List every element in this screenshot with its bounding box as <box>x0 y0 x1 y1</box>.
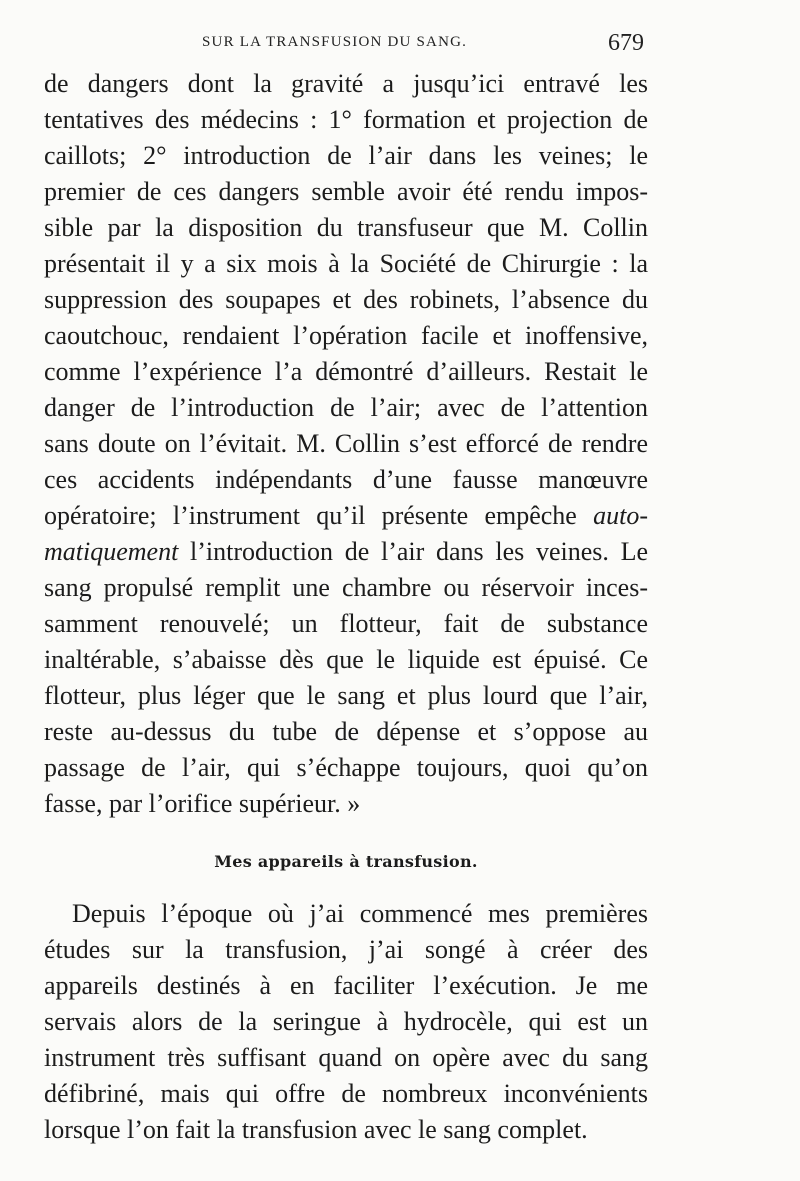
text-line: tentatives des médecins : 1° formation et projection de <box>44 105 648 134</box>
text-line: danger de l’introduction de l’air; avec de l’attention <box>44 393 648 422</box>
text-line: de dangers dont la gravité a jusqu’ici entravé les <box>44 69 648 98</box>
text-line: défibriné, mais qui offre de nombreux inconvénients <box>44 1079 648 1108</box>
section-heading: Mes appareils à transfusion. <box>214 852 478 871</box>
text-line: lorsque l’on fait la transfusion avec le sang complet. <box>44 1115 588 1144</box>
italic-segment: matiquement <box>44 537 179 566</box>
text-line-mixed <box>44 534 648 570</box>
text-line: présentait il y a six mois à la Société de Chirurgie : la <box>44 249 648 278</box>
text-line: comme l’expérience l’a démontré d’ailleurs. Restait le <box>44 357 648 386</box>
text-line: caoutchouc, rendaient l’opération facile et inoffensive, <box>44 321 648 350</box>
text-line: Depuis l’époque où j’ai commencé mes premières <box>72 899 648 928</box>
text-line: appareils destinés à en faciliter l’exécution. Je me <box>44 971 648 1000</box>
text-line: samment renouvelé; un flotteur, fait de substance <box>44 609 648 638</box>
paragraph-new <box>44 896 648 1148</box>
text-line: sible par la disposition du transfuseur que M. Collin <box>44 213 648 242</box>
text-line: passage de l’air, qui s’échappe toujours, quoi qu’on <box>44 753 648 782</box>
text-line: sang propulsé remplit une chambre ou réservoir inces- <box>44 573 648 602</box>
text-line-mixed <box>44 498 648 534</box>
text-line: sans doute on l’évitait. M. Collin s’est efforcé de rendre <box>44 429 648 458</box>
page-number: 679 <box>608 30 644 56</box>
text-line: reste au-dessus du tube de dépense et s’oppose au <box>44 717 648 746</box>
text-segment: opératoire; l’instrument qu’il présente empêche <box>44 501 577 530</box>
text-line: premier de ces dangers semble avoir été rendu impos- <box>44 177 648 206</box>
text-segment: l’introduction de l’air dans les veines. Le <box>190 537 649 566</box>
text-line: ces accidents indépendants d’une fausse manœuvre <box>44 465 648 494</box>
italic-segment: auto- <box>593 501 649 530</box>
running-head <box>44 30 644 58</box>
text-line: servais alors de la seringue à hydrocèle, qui est un <box>44 1007 648 1036</box>
paragraph-continued <box>44 66 648 822</box>
text-line: flotteur, plus léger que le sang et plus lourd que l’air, <box>44 681 648 710</box>
text-line: instrument très suffisant quand on opère avec du sang <box>44 1043 648 1072</box>
text-line: inaltérable, s’abaisse dès que le liquide est épuisé. Ce <box>44 645 648 674</box>
text-line: études sur la transfusion, j’ai songé à créer des <box>44 935 648 964</box>
text-line: fasse, par l’orifice supérieur. » <box>44 789 361 818</box>
running-title: SUR LA TRANSFUSION DU SANG. <box>202 34 468 50</box>
text-line: suppression des soupapes et des robinets, l’absence du <box>44 285 648 314</box>
text-line: caillots; 2° introduction de l’air dans les veines; le <box>44 141 648 170</box>
